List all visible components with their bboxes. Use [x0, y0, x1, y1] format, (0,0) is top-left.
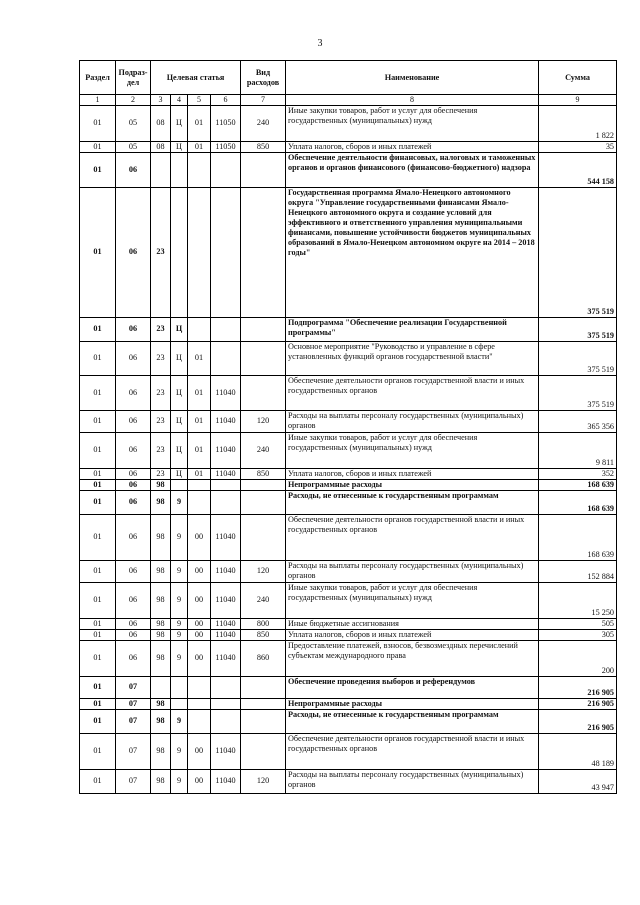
- cs-subprogram-cell: Ц: [171, 341, 188, 375]
- podrazdel-cell: 06: [116, 152, 151, 187]
- table-row: [80, 618, 617, 629]
- razdel-cell: 01: [80, 629, 116, 640]
- razdel-cell: 01: [80, 514, 116, 560]
- table-row: [80, 490, 617, 514]
- summa-cell: 168 639: [539, 514, 617, 560]
- cs-direction-cell: 11040: [211, 560, 241, 582]
- table-row: [80, 432, 617, 468]
- cs-direction-cell: [211, 479, 241, 490]
- vid-raskhodov-cell: [241, 375, 286, 410]
- cs-subprogram-cell: 9: [171, 560, 188, 582]
- cs-subprogram-cell: [171, 479, 188, 490]
- summa-cell: 200: [539, 640, 617, 676]
- cs-event-cell: 00: [188, 560, 211, 582]
- podrazdel-cell: 06: [116, 479, 151, 490]
- cs-program-cell: 98: [151, 769, 171, 793]
- cs-direction-cell: 11050: [211, 105, 241, 141]
- table-row: [80, 410, 617, 432]
- vid-raskhodov-cell: 240: [241, 105, 286, 141]
- vid-raskhodov-cell: 800: [241, 618, 286, 629]
- cs-event-cell: [188, 698, 211, 709]
- cs-direction-cell: 11040: [211, 769, 241, 793]
- budget-table: [79, 60, 617, 794]
- cs-subprogram-cell: 9: [171, 733, 188, 769]
- cs-event-cell: [188, 676, 211, 698]
- table-row: [80, 709, 617, 733]
- vid-raskhodov-cell: [241, 514, 286, 560]
- cs-program-cell: 23: [151, 432, 171, 468]
- naimenovanie-cell: Иные закупки товаров, работ и услуг для обеспечения государственных (муниципальных) нужд: [286, 582, 539, 618]
- cs-program-cell: 98: [151, 698, 171, 709]
- cs-direction-cell: [211, 341, 241, 375]
- summa-cell: 375 519: [539, 317, 617, 341]
- razdel-cell: 01: [80, 468, 116, 479]
- naimenovanie-cell: Уплата налогов, сборов и иных платежей: [286, 629, 539, 640]
- table-row: [80, 187, 617, 317]
- col-number: 4: [171, 95, 188, 106]
- cs-subprogram-cell: 9: [171, 490, 188, 514]
- podrazdel-cell: 07: [116, 733, 151, 769]
- razdel-cell: 01: [80, 769, 116, 793]
- naimenovanie-cell: Обеспечение деятельности органов государственной власти и иных государственных органов: [286, 375, 539, 410]
- cs-program-cell: 98: [151, 640, 171, 676]
- vid-raskhodov-cell: 240: [241, 582, 286, 618]
- header-podrazdel: Подраз-дел: [116, 61, 151, 95]
- cs-subprogram-cell: [171, 698, 188, 709]
- razdel-cell: 01: [80, 676, 116, 698]
- summa-cell: 505: [539, 618, 617, 629]
- cs-program-cell: 98: [151, 733, 171, 769]
- summa-cell: 375 519: [539, 187, 617, 317]
- summa-cell: 375 519: [539, 375, 617, 410]
- podrazdel-cell: 05: [116, 105, 151, 141]
- naimenovanie-cell: Предоставление платежей, взносов, безвозмездных перечислений субъектам международного права: [286, 640, 539, 676]
- header-razdel: Раздел: [80, 61, 116, 95]
- table-row: [80, 152, 617, 187]
- col-number: 8: [286, 95, 539, 106]
- cs-event-cell: 01: [188, 432, 211, 468]
- razdel-cell: 01: [80, 698, 116, 709]
- cs-subprogram-cell: 9: [171, 514, 188, 560]
- cs-direction-cell: 11040: [211, 582, 241, 618]
- razdel-cell: 01: [80, 410, 116, 432]
- cs-program-cell: 23: [151, 341, 171, 375]
- cs-direction-cell: 11040: [211, 410, 241, 432]
- cs-program-cell: 23: [151, 375, 171, 410]
- table-row: [80, 629, 617, 640]
- col-number: 3: [151, 95, 171, 106]
- cs-event-cell: [188, 152, 211, 187]
- razdel-cell: 01: [80, 317, 116, 341]
- summa-cell: 352: [539, 468, 617, 479]
- podrazdel-cell: 06: [116, 375, 151, 410]
- summa-cell: 9 811: [539, 432, 617, 468]
- cs-event-cell: 01: [188, 468, 211, 479]
- cs-program-cell: 98: [151, 514, 171, 560]
- cs-event-cell: 00: [188, 733, 211, 769]
- naimenovanie-cell: Иные закупки товаров, работ и услуг для обеспечения государственных (муниципальных) нужд: [286, 105, 539, 141]
- naimenovanie-cell: Обеспечение деятельности органов государственной власти и иных государственных органов: [286, 514, 539, 560]
- vid-raskhodov-cell: 850: [241, 141, 286, 152]
- cs-program-cell: 23: [151, 410, 171, 432]
- vid-raskhodov-cell: 860: [241, 640, 286, 676]
- header-summa: Сумма: [539, 61, 617, 95]
- cs-subprogram-cell: Ц: [171, 468, 188, 479]
- naimenovanie-cell: Непрограммные расходы: [286, 698, 539, 709]
- cs-subprogram-cell: Ц: [171, 105, 188, 141]
- podrazdel-cell: 06: [116, 560, 151, 582]
- razdel-cell: 01: [80, 490, 116, 514]
- vid-raskhodov-cell: [241, 490, 286, 514]
- vid-raskhodov-cell: [241, 698, 286, 709]
- cs-direction-cell: 11040: [211, 640, 241, 676]
- cs-subprogram-cell: [171, 152, 188, 187]
- podrazdel-cell: 06: [116, 432, 151, 468]
- summa-cell: 544 158: [539, 152, 617, 187]
- cs-event-cell: 01: [188, 375, 211, 410]
- podrazdel-cell: 06: [116, 490, 151, 514]
- podrazdel-cell: 07: [116, 698, 151, 709]
- naimenovanie-cell: Основное мероприятие "Руководство и управление в сфере установленных функций органов государственной власти": [286, 341, 539, 375]
- summa-cell: 168 639: [539, 490, 617, 514]
- naimenovanie-cell: Расходы, не отнесенные к государственным программам: [286, 709, 539, 733]
- razdel-cell: 01: [80, 105, 116, 141]
- cs-subprogram-cell: 9: [171, 618, 188, 629]
- cs-program-cell: 98: [151, 709, 171, 733]
- razdel-cell: 01: [80, 560, 116, 582]
- cs-event-cell: 00: [188, 640, 211, 676]
- cs-program-cell: 23: [151, 317, 171, 341]
- razdel-cell: 01: [80, 141, 116, 152]
- razdel-cell: 01: [80, 479, 116, 490]
- vid-raskhodov-cell: [241, 733, 286, 769]
- cs-subprogram-cell: 9: [171, 640, 188, 676]
- cs-program-cell: 23: [151, 468, 171, 479]
- naimenovanie-cell: Расходы на выплаты персоналу государственных (муниципальных) органов: [286, 769, 539, 793]
- cs-direction-cell: [211, 187, 241, 317]
- cs-event-cell: 01: [188, 105, 211, 141]
- vid-raskhodov-cell: 240: [241, 432, 286, 468]
- summa-cell: 152 884: [539, 560, 617, 582]
- table-row: [80, 341, 617, 375]
- vid-raskhodov-cell: 850: [241, 629, 286, 640]
- vid-raskhodov-cell: 120: [241, 410, 286, 432]
- cs-event-cell: 00: [188, 514, 211, 560]
- naimenovanie-cell: Обеспечение проведения выборов и референдумов: [286, 676, 539, 698]
- naimenovanie-cell: Подпрограмма "Обеспечение реализации Государственной программы": [286, 317, 539, 341]
- summa-cell: 43 947: [539, 769, 617, 793]
- cs-subprogram-cell: [171, 676, 188, 698]
- table-row: [80, 582, 617, 618]
- cs-direction-cell: 11040: [211, 375, 241, 410]
- cs-subprogram-cell: Ц: [171, 410, 188, 432]
- cs-direction-cell: [211, 317, 241, 341]
- cs-program-cell: [151, 676, 171, 698]
- table-row: [80, 769, 617, 793]
- cs-event-cell: 01: [188, 341, 211, 375]
- podrazdel-cell: 06: [116, 629, 151, 640]
- razdel-cell: 01: [80, 640, 116, 676]
- cs-event-cell: [188, 317, 211, 341]
- summa-cell: 48 189: [539, 733, 617, 769]
- podrazdel-cell: 06: [116, 187, 151, 317]
- cs-direction-cell: 11040: [211, 432, 241, 468]
- table-row: [80, 375, 617, 410]
- col-number: 5: [188, 95, 211, 106]
- cs-direction-cell: 11040: [211, 629, 241, 640]
- col-number: 1: [80, 95, 116, 106]
- vid-raskhodov-cell: 120: [241, 560, 286, 582]
- vid-raskhodov-cell: [241, 187, 286, 317]
- podrazdel-cell: 06: [116, 317, 151, 341]
- vid-raskhodov-cell: [241, 479, 286, 490]
- cs-subprogram-cell: 9: [171, 629, 188, 640]
- vid-raskhodov-cell: [241, 152, 286, 187]
- podrazdel-cell: 06: [116, 514, 151, 560]
- cs-event-cell: [188, 490, 211, 514]
- cs-event-cell: 01: [188, 410, 211, 432]
- cs-subprogram-cell: Ц: [171, 375, 188, 410]
- podrazdel-cell: 06: [116, 341, 151, 375]
- podrazdel-cell: 07: [116, 709, 151, 733]
- razdel-cell: 01: [80, 733, 116, 769]
- table-row: [80, 640, 617, 676]
- cs-subprogram-cell: 9: [171, 582, 188, 618]
- naimenovanie-cell: Обеспечение деятельности органов государственной власти и иных государственных органов: [286, 733, 539, 769]
- vid-raskhodov-cell: [241, 317, 286, 341]
- table-row: [80, 698, 617, 709]
- naimenovanie-cell: Расходы, не отнесенные к государственным программам: [286, 490, 539, 514]
- naimenovanie-cell: Уплата налогов, сборов и иных платежей: [286, 468, 539, 479]
- naimenovanie-cell: Расходы на выплаты персоналу государственных (муниципальных) органов: [286, 560, 539, 582]
- col-number: 7: [241, 95, 286, 106]
- vid-raskhodov-cell: [241, 709, 286, 733]
- cs-event-cell: [188, 479, 211, 490]
- podrazdel-cell: 06: [116, 640, 151, 676]
- cs-subprogram-cell: [171, 187, 188, 317]
- cs-program-cell: 23: [151, 187, 171, 317]
- summa-cell: 365 356: [539, 410, 617, 432]
- cs-program-cell: 98: [151, 629, 171, 640]
- cs-subprogram-cell: Ц: [171, 317, 188, 341]
- summa-cell: 1 822: [539, 105, 617, 141]
- cs-subprogram-cell: Ц: [171, 432, 188, 468]
- column-number-row: [80, 95, 617, 106]
- summa-cell: 216 905: [539, 698, 617, 709]
- cs-direction-cell: [211, 698, 241, 709]
- naimenovanie-cell: Государственная программа Ямало-Ненецкого автономного округа "Управление государственными финансами Ямало-Ненецкого автономного округа и создание условий для эффективного и ответственного управления муниципальными финансами, повышение устойчивости бюджетов муниципальных образований в Ямало-Ненецком автономном округе на 2014 – 2018 годы": [286, 187, 539, 317]
- cs-subprogram-cell: Ц: [171, 141, 188, 152]
- podrazdel-cell: 07: [116, 769, 151, 793]
- razdel-cell: 01: [80, 618, 116, 629]
- podrazdel-cell: 06: [116, 468, 151, 479]
- summa-cell: 375 519: [539, 341, 617, 375]
- cs-event-cell: 00: [188, 629, 211, 640]
- cs-direction-cell: [211, 152, 241, 187]
- table-row: [80, 560, 617, 582]
- col-number: 6: [211, 95, 241, 106]
- naimenovanie-cell: Обеспечение деятельности финансовых, налоговых и таможенных органов и органов финансового (финансово-бюджетного) надзора: [286, 152, 539, 187]
- naimenovanie-cell: Непрограммные расходы: [286, 479, 539, 490]
- table-row: [80, 676, 617, 698]
- table-row: [80, 733, 617, 769]
- razdel-cell: 01: [80, 187, 116, 317]
- col-number: 9: [539, 95, 617, 106]
- cs-program-cell: 98: [151, 582, 171, 618]
- vid-raskhodov-cell: [241, 341, 286, 375]
- col-number: 2: [116, 95, 151, 106]
- header-naimenovanie: Наименование: [286, 61, 539, 95]
- cs-direction-cell: 11040: [211, 618, 241, 629]
- podrazdel-cell: 05: [116, 141, 151, 152]
- razdel-cell: 01: [80, 432, 116, 468]
- naimenovanie-cell: Расходы на выплаты персоналу государственных (муниципальных) органов: [286, 410, 539, 432]
- cs-event-cell: [188, 709, 211, 733]
- table-row: [80, 105, 617, 141]
- cs-direction-cell: [211, 709, 241, 733]
- cs-program-cell: 08: [151, 105, 171, 141]
- cs-program-cell: 98: [151, 490, 171, 514]
- cs-direction-cell: [211, 676, 241, 698]
- cs-event-cell: 00: [188, 618, 211, 629]
- summa-cell: 216 905: [539, 709, 617, 733]
- page-number: 3: [317, 38, 323, 49]
- razdel-cell: 01: [80, 341, 116, 375]
- cs-subprogram-cell: 9: [171, 769, 188, 793]
- podrazdel-cell: 06: [116, 582, 151, 618]
- cs-subprogram-cell: 9: [171, 709, 188, 733]
- naimenovanie-cell: Иные закупки товаров, работ и услуг для обеспечения государственных (муниципальных) нужд: [286, 432, 539, 468]
- table-row: [80, 317, 617, 341]
- cs-event-cell: 00: [188, 582, 211, 618]
- header-celevaya-statya: Целевая статья: [151, 61, 241, 95]
- cs-direction-cell: [211, 490, 241, 514]
- cs-program-cell: 98: [151, 479, 171, 490]
- cs-program-cell: [151, 152, 171, 187]
- header-vid-raskhodov: Вид расходов: [241, 61, 286, 95]
- cs-direction-cell: 11040: [211, 514, 241, 560]
- vid-raskhodov-cell: 120: [241, 769, 286, 793]
- podrazdel-cell: 06: [116, 410, 151, 432]
- cs-event-cell: [188, 187, 211, 317]
- cs-direction-cell: 11040: [211, 733, 241, 769]
- cs-event-cell: 01: [188, 141, 211, 152]
- table-row: [80, 468, 617, 479]
- podrazdel-cell: 07: [116, 676, 151, 698]
- cs-program-cell: 98: [151, 560, 171, 582]
- cs-program-cell: 08: [151, 141, 171, 152]
- cs-direction-cell: 11050: [211, 141, 241, 152]
- table-row: [80, 514, 617, 560]
- podrazdel-cell: 06: [116, 618, 151, 629]
- table-row: [80, 141, 617, 152]
- summa-cell: 35: [539, 141, 617, 152]
- cs-program-cell: 98: [151, 618, 171, 629]
- summa-cell: 216 905: [539, 676, 617, 698]
- razdel-cell: 01: [80, 375, 116, 410]
- cs-direction-cell: 11040: [211, 468, 241, 479]
- naimenovanie-cell: Уплата налогов, сборов и иных платежей: [286, 141, 539, 152]
- razdel-cell: 01: [80, 709, 116, 733]
- vid-raskhodov-cell: [241, 676, 286, 698]
- summa-cell: 305: [539, 629, 617, 640]
- summa-cell: 168 639: [539, 479, 617, 490]
- summa-cell: 15 250: [539, 582, 617, 618]
- razdel-cell: 01: [80, 152, 116, 187]
- cs-event-cell: 00: [188, 769, 211, 793]
- vid-raskhodov-cell: 850: [241, 468, 286, 479]
- razdel-cell: 01: [80, 582, 116, 618]
- naimenovanie-cell: Иные бюджетные ассигнования: [286, 618, 539, 629]
- table-row: [80, 479, 617, 490]
